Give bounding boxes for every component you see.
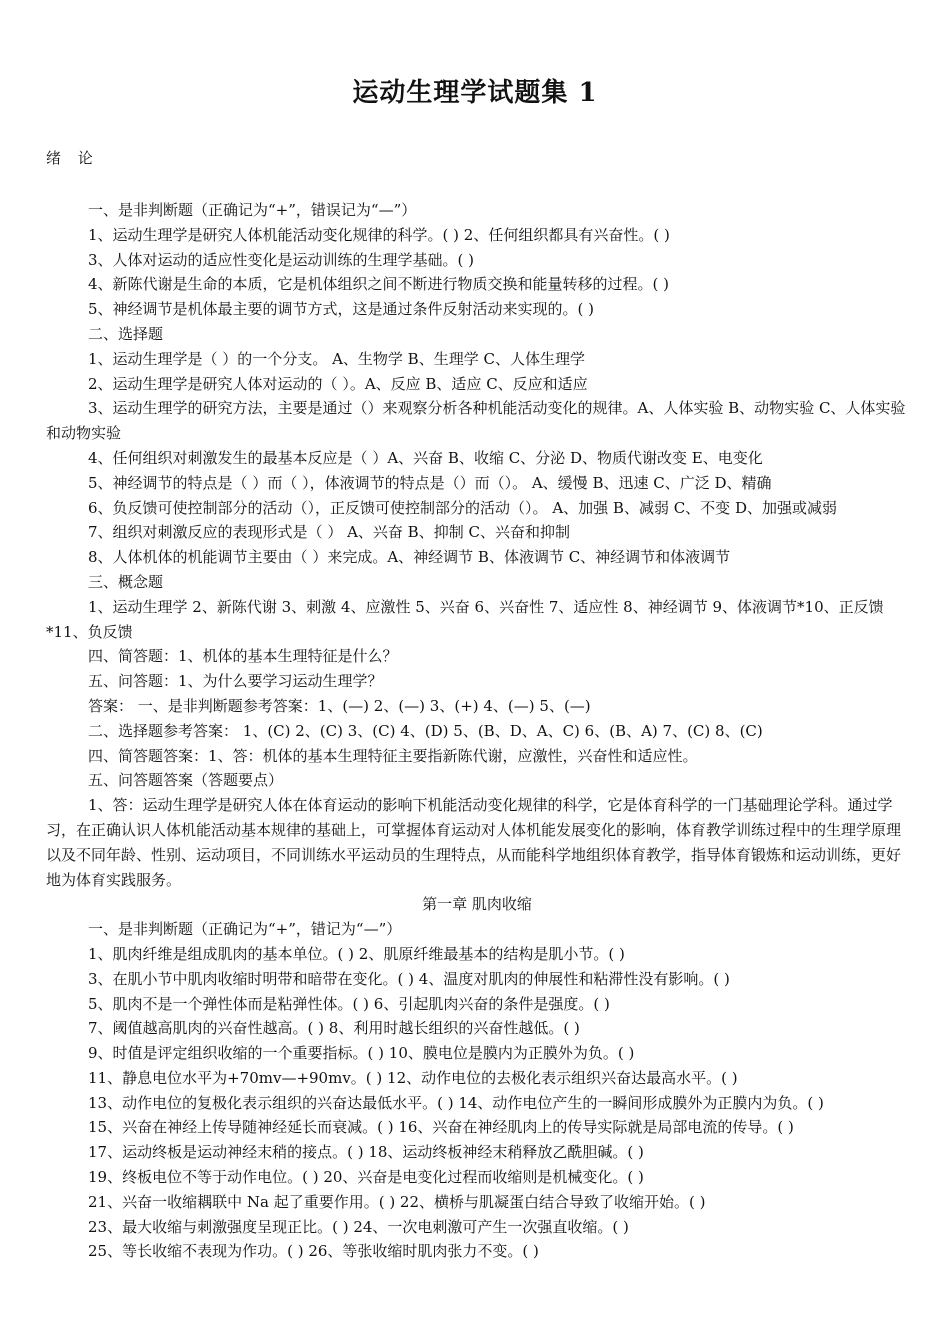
- chapter-tf-item: 15、兴奋在神经上传导随神经延长而衰减。( ) 16、兴奋在神经肌肉上的传导实际就是局部电流的传导。( ): [88, 1118, 794, 1137]
- answer-mc: 二、选择题参考答案： 1、(C) 2、(C) 3、(C) 4、(D) 5、(B、D、A、C) 6、(B、A) 7、(C) 8、(C): [88, 721, 763, 740]
- answer-short: 四、简答题答案：1、答：机体的基本生理特征主要指新陈代谢，应激性，兴奋性和适应性。: [88, 746, 698, 765]
- intro-mc-heading: 二、选择题: [88, 324, 164, 343]
- answer-essay-heading: 五、问答题答案（答题要点）: [88, 771, 284, 790]
- chapter-tf-item: 1、肌肉纤维是组成肌肉的基本单位。( ) 2、肌原纤维最基本的结构是肌小节。( ): [88, 944, 625, 963]
- intro-essay-question: 五、问答题：1、为什么要学习运动生理学？: [88, 672, 383, 691]
- intro-mc-question: 8、人体机体的机能调节主要由（ ）来完成。A、神经调节 B、体液调节 C、神经调节和体液调节: [88, 548, 731, 567]
- chapter-tf-item: 25、等长收缩不表现为作功。( ) 26、等张收缩时肌肉张力不变。( ): [88, 1242, 539, 1261]
- chapter-tf-item: 23、最大收缩与刺激强度呈现正比。( ) 24、一次电刺激可产生一次强直收缩。( ): [88, 1217, 629, 1236]
- chapter-tf-item: 21、兴奋一收缩耦联中 Na 起了重要作用。( ) 22、横桥与肌凝蛋白结合导致了收缩开始。( ): [88, 1192, 706, 1211]
- intro-mc-question: 4、任何组织对刺激发生的最基本反应是（ ）A、兴奋 B、收缩 C、分泌 D、物质代谢改变 E、电变化: [88, 448, 763, 467]
- chapter-tf-item: 13、动作电位的复极化表示组织的兴奋达最低水平。( ) 14、动作电位产生的一瞬间形成膜外为正膜内为负。( ): [88, 1093, 824, 1112]
- chapter-tf-item: 17、运动终板是运动神经末稍的接点。( ) 18、运动终板神经末稍释放乙酰胆碱。( ): [88, 1143, 644, 1162]
- intro-concept-heading: 三、概念题: [88, 572, 164, 591]
- intro-mc-question: 3、运动生理学的研究方法，主要是通过（）来观察分析各种机能活动变化的规律。A、人体实验 B、动物实验 C、人体实验和动物实验: [46, 399, 906, 443]
- intro-mc-question: 7、组织对刺激反应的表现形式是（ ） A、兴奋 B、抑制 C、兴奋和抑制: [88, 523, 570, 542]
- answer-tf: 答案： 一、是非判断题参考答案：1、(—) 2、(—) 3、(+) 4、(—) 5、(—): [88, 696, 591, 715]
- document-title: 运动生理学试题集 1: [352, 78, 598, 108]
- chapter-heading: 第一章 肌肉收缩: [422, 895, 532, 914]
- intro-section-heading: 绪 论: [46, 149, 99, 167]
- intro-mc-question: 2、运动生理学是研究人体对运动的（ ）。A、反应 B、适应 C、反应和适应: [88, 374, 588, 393]
- answer-essay-body: 1、答：运动生理学是研究人体在体育运动的影响下机能活动变化规律的科学，它是体育科学的一门基础理论学科。通过学习，在正确认识人体机能活动基本规律的基础上，可掌握体育运动对人体机能发展变化的影响，体育教学训练过程中的生理学原理以及不同年龄、性别、运动项目，不同训练水平运动员的生理特点，从而能科学地组织体育教学，指导体育锻炼和运动训练，更好地为体育实践服务。: [46, 796, 902, 889]
- chapter-tf-item: 5、肌肉不是一个弹性体而是粘弹性体。( ) 6、引起肌肉兴奋的条件是强度。( ): [88, 994, 610, 1013]
- document-body: [46, 198, 908, 1264]
- intro-tf-question: 4、新陈代谢是生命的本质，它是机体组织之间不断进行物质交换和能量转移的过程。( ): [88, 275, 670, 294]
- chapter-tf-item: 3、在肌小节中肌肉收缩时明带和暗带在变化。( ) 4、温度对肌肉的伸展性和粘滞性没有影响。( ): [88, 969, 730, 988]
- chapter-tf-item: 9、时值是评定组织收缩的一个重要指标。( ) 10、膜电位是膜内为正膜外为负。( ): [88, 1044, 635, 1063]
- intro-mc-question: 5、神经调节的特点是（ ）而（ ），体液调节的特点是（）而（）。 A、缓慢 B、迅速 C、广泛 D、精确: [88, 473, 772, 492]
- intro-short-question: 四、简答题：1、机体的基本生理特征是什么？: [88, 647, 398, 666]
- intro-tf-question: 5、神经调节是机体最主要的调节方式，这是通过条件反射活动来实现的。( ): [88, 300, 595, 319]
- intro-tf-question: 1、运动生理学是研究人体机能活动变化规律的科学。( ) 2、任何组织都具有兴奋性。( ): [88, 225, 670, 244]
- intro-tf-question: 3、人体对运动的适应性变化是运动训练的生理学基础。( ): [88, 250, 475, 269]
- intro-mc-question: 1、运动生理学是（ ）的一个分支。 A、生物学 B、生理学 C、人体生理学: [88, 349, 585, 368]
- intro-tf-heading: 一、是非判断题（正确记为“+”，错误记为“—”）: [88, 201, 417, 219]
- chapter-tf-heading: 一、是非判断题（正确记为“+”，错记为“—”）: [88, 920, 402, 939]
- intro-mc-question: 6、负反馈可使控制部分的活动（），正反馈可使控制部分的活动（）。 A、加强 B、减弱 C、不变 D、加强或减弱: [88, 498, 837, 517]
- chapter-tf-item: 7、阈值越高肌肉的兴奋性越高。( ) 8、利用时越长组织的兴奋性越低。( ): [88, 1019, 580, 1038]
- chapter-tf-item: 11、静息电位水平为+70mv—+90mv。( ) 12、动作电位的去极化表示组织兴奋达最高水平。( ): [88, 1068, 738, 1087]
- intro-concept-list: 1、运动生理学 2、新陈代谢 3、刺激 4、应激性 5、兴奋 6、兴奋性 7、适应性 8、神经调节 9、体液调节*10、正反馈*11、负反馈: [46, 597, 884, 641]
- chapter-tf-item: 19、终板电位不等于动作电位。( ) 20、兴奋是电变化过程而收缩则是机械变化。( ): [88, 1168, 644, 1187]
